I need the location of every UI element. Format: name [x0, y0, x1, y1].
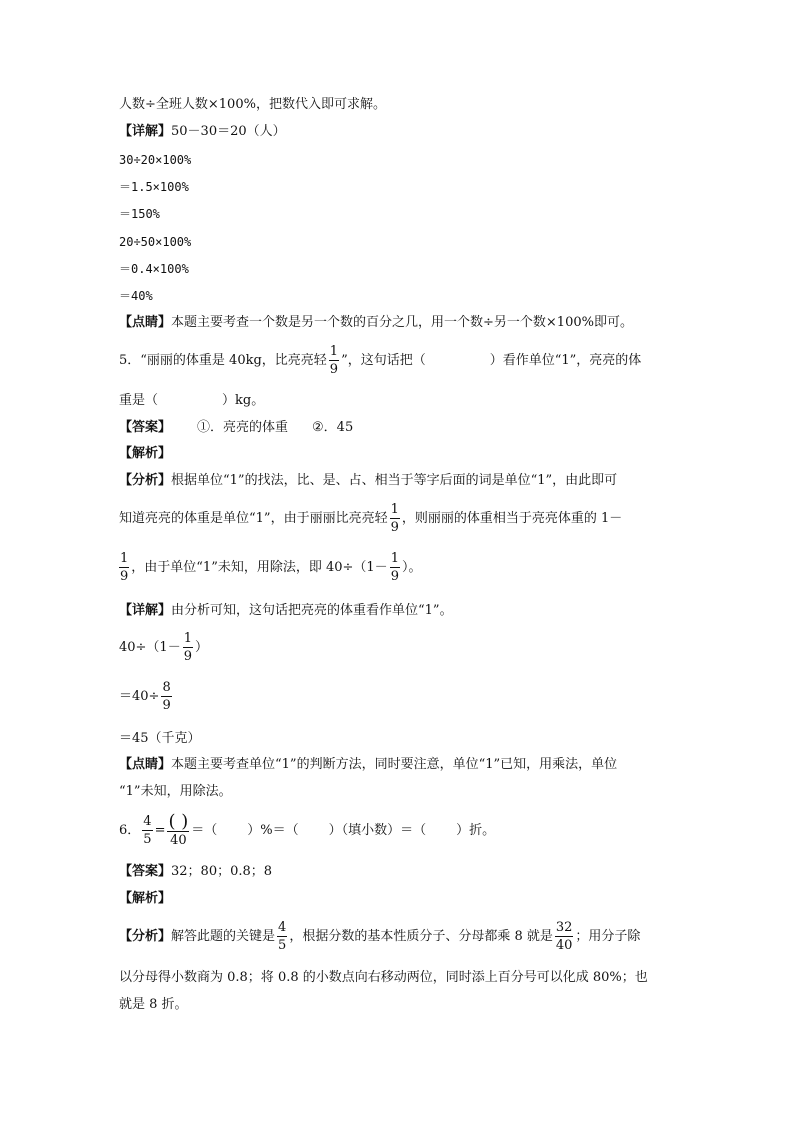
answer-line: 【答案】 ①．亮亮的体重 ②．45 — [119, 420, 354, 435]
math-line: ＝0.4×100% — [119, 262, 189, 276]
fraction: $\frac{4}{5}$ — [278, 920, 287, 953]
text-line: 【详解】50－30＝20（人） — [119, 124, 286, 139]
text-line: $\frac{1}{9}$ ，由于单位“1”未知，用除法，即 40÷（1－ $\frac{1}{9}$ ）。 — [120, 551, 422, 584]
fraction: $\frac{4}{5}$ — [143, 814, 152, 847]
math-line: ＝40% — [119, 289, 153, 303]
text-line: 以分母得小数商为 0.8；将 0.8 的小数点向右移动两位，同时添上百分号可以化成 80%；也 — [119, 970, 648, 985]
text-line: “1”未知，用除法。 — [119, 784, 232, 799]
question-5: 5．“丽丽的体重是 40kg，比亮亮轻 $\frac{1}{9}$ ”，这句话把（ ）看作单位“1”，亮亮的体 — [119, 344, 642, 377]
tag-dianjing: 【点睛】 — [119, 315, 172, 330]
math-line: ＝40÷ $\frac{8}{9}$ — [119, 680, 171, 713]
text-line: 【分析】解答此题的关键是 $\frac{4}{5}$ ，根据分数的基本性质分子、分母都乘 8 就是 $\frac{32}{40}$ ；用分子除 — [119, 920, 641, 953]
question-6: 6． $\frac{4}{5}$ = $\frac{( )}{40}$ ＝（ ）%＝（ ）（填小数）＝（ ）折。 — [119, 810, 496, 848]
math-line: ＝150% — [119, 207, 160, 221]
text-line: 【分析】根据单位“1”的找法，比、是、占、相当于等字后面的词是单位“1”，由此即可 — [119, 473, 618, 488]
tag-xiangjie: 【详解】 — [119, 124, 172, 139]
math-line: 30÷20×100% — [119, 153, 192, 167]
answer-line: 【答案】32；80；0.8；8 — [119, 864, 273, 879]
text-line: 【点睛】本题主要考查一个数是另一个数的百分之几，用一个数÷另一个数×100%即可。 — [119, 315, 633, 330]
question-5-cont: 重是（ ）kg。 — [119, 393, 265, 408]
tag-jiexi: 【解析】 — [119, 446, 172, 461]
text-line: 就是 8 折。 — [119, 997, 188, 1012]
fraction: $\frac{32}{40}$ — [555, 920, 573, 953]
tag-jiexi: 【解析】 — [119, 891, 172, 906]
math-line: ＝45（千克） — [119, 731, 201, 746]
text-line: 【点睛】本题主要考查单位“1”的判断方法，同时要注意，单位“1”已知，用乘法，单位 — [119, 757, 618, 772]
fraction: $\frac{1}{9}$ — [183, 631, 192, 664]
blank-fraction: $\frac{( )}{40}$ — [168, 810, 189, 848]
math-line: 20÷50×100% — [119, 235, 192, 249]
fraction: $\frac{1}{9}$ — [120, 551, 129, 584]
math-line: 40÷（1－ $\frac{1}{9}$ ） — [119, 631, 209, 664]
fraction: $\frac{8}{9}$ — [162, 680, 171, 713]
fraction: $\frac{1}{9}$ — [329, 344, 339, 377]
math-line: ＝1.5×100% — [119, 180, 189, 194]
fraction: $\frac{1}{9}$ — [390, 502, 399, 535]
text-line: 知道亮亮的体重是单位“1”，由于丽丽比亮亮轻 $\frac{1}{9}$ ，则丽丽的体重相当于亮亮体重的 1－ — [119, 502, 623, 535]
text-line: 人数÷全班人数×100%，把数代入即可求解。 — [119, 97, 386, 112]
text-line: 【详解】由分析可知，这句话把亮亮的体重看作单位“1”。 — [119, 603, 453, 618]
fraction: $\frac{1}{9}$ — [390, 551, 399, 584]
